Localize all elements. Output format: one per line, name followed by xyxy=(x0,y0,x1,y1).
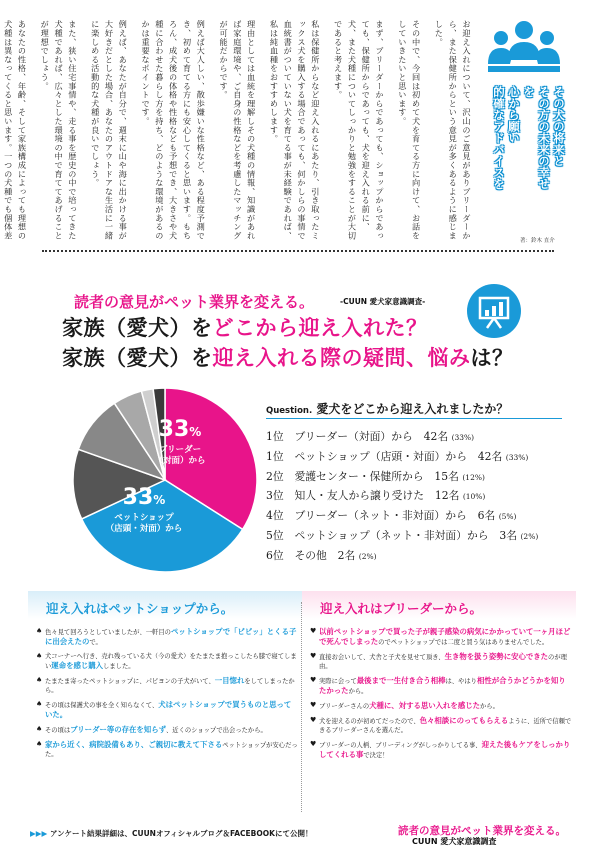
signature-sub: CUUN 愛犬家意識調査 xyxy=(412,837,497,846)
rank: 1位 xyxy=(266,449,284,463)
comment-item: ♥ 以前ペットショップで買った子が親子感染の病気にかかっていて一ヶ月ほどで死んでしまったのでペットショップでは二度と買う気はありませんでした。 xyxy=(310,627,572,648)
rank: 1位 xyxy=(266,430,284,443)
question-text: 愛犬をどこから迎え入れましたか？ xyxy=(316,402,509,416)
question-heading xyxy=(266,400,508,417)
rank-text: その他 2名 xyxy=(294,548,356,562)
headline-where xyxy=(62,312,428,342)
footer-text: アンケート結果詳細は、CUUNオフィシャルブログ＆FACEBOOKにて公開！ xyxy=(49,829,313,838)
presentation-chart-icon xyxy=(467,284,521,338)
comment-item: ♥ 犬を迎えるのが初めてだったので、色々相談にのってもらえるように、近所で信頼できるブリーダーさんを選んだ。 xyxy=(310,716,572,736)
ranking-row xyxy=(266,468,566,488)
rank-pct: (2%) xyxy=(358,551,377,561)
sidebar-title-line: その方の未来の幸せを xyxy=(522,86,551,190)
shop-pct-label: 33% xyxy=(122,485,166,510)
arrows-icon: ▶▶▶ xyxy=(30,829,48,838)
article-paragraph: 例えば、あなたが自分で、週末に山や海に出かける事が大好きだとした場合、あなたのアウトドアな生活に一緒に楽しめる活動的な犬種が良いでしょう。 xyxy=(90,20,129,240)
ranking-row xyxy=(266,428,566,448)
rank: 2位 xyxy=(266,469,284,483)
rank-text: ブリーダー（ネット・非対面）から 6名 xyxy=(294,509,496,523)
rank-pct: (2%) xyxy=(520,531,539,541)
petshop-comment-list xyxy=(36,627,298,764)
comment-item: ♥ 実際に会って最後まで一生付き合う相棒は、やはり相性が合うかどうかを知りたかったから。 xyxy=(310,676,572,697)
rank: 3位 xyxy=(266,489,284,503)
article-body xyxy=(3,20,473,242)
comment-item: ♠ その頃は保護犬の事を全く知らなくて、犬はペットショップで買うものと思っていた。 xyxy=(36,700,298,721)
headline-part: 家族（愛犬）を xyxy=(62,346,213,370)
breeder-comment-list xyxy=(310,627,572,765)
rank-pct: (12%) xyxy=(462,472,485,482)
article-paragraph: 例えば大人しい、散歩嫌いな性格など、ある程度予測でき、初めて育てる方にも安心してくると思います。もちろん、成犬後の体格や性格なども予想でき、大きさや犬種に合わせた暮らし方を持ち、どのような環境があるのかは重要なポイントです。 xyxy=(141,20,207,240)
comment-item: ♠ 家から近く、病院設備もあり、ご親切に教えて下さるペットショップが安心だった。 xyxy=(36,740,298,760)
rank-text: 愛護センター・保健所から 15名 xyxy=(294,469,459,483)
ranking-list xyxy=(266,428,566,567)
rank-text: 知人・友人から譲り受けた 12名 xyxy=(294,489,460,503)
pie-chart xyxy=(60,380,280,580)
article-paragraph: また、狭い住宅事情や、走る事を歴史の中で培ってきた犬種であれば、広々とした環境の中で育ててあげることが理想でしょう。 xyxy=(40,20,78,240)
people-group-icon xyxy=(484,18,564,76)
question-underline xyxy=(266,418,562,419)
headline-part: 家族（愛犬）を xyxy=(62,316,213,340)
comment-item: ♥ 直接お会いして、犬舎と子犬を見せて頂き、生き物を扱う姿勢に安心できたのが理由。 xyxy=(310,652,572,672)
signature-title: 読者の意見がペット業界を変える。 xyxy=(398,825,566,837)
rank-text: ブリーダー（対面）から 42名 xyxy=(294,430,449,443)
rank-pct: (33%) xyxy=(451,433,475,442)
comment-item: ♥ ブリーダーさんの犬種に、対する思い入れを感じたから。 xyxy=(310,701,572,711)
sidebar-title-line: 的確なアドバイスを xyxy=(492,86,506,190)
rank-text: ペットショップ（ネット・非対面）から 3名 xyxy=(294,528,518,542)
shop-name-label: ペットショップ xyxy=(114,513,174,523)
comment-item: ♠ たまたま寄ったペットショップに、パピヨンの子犬がいて、一目惚れをしてしまったから。 xyxy=(36,676,298,696)
article-paragraph: まず、ブリーダーからであっても、ショップからであっても、保健所からであっても、犬を迎え入れる前に、犬、また犬種についてしっかりと勉強をすることが大切であると考えます。 xyxy=(333,20,386,240)
rank: 6位 xyxy=(266,548,284,562)
author-credit: 著：鈴木 直介 xyxy=(520,238,555,244)
voice-title: 読者の意見がペット業界を変える。 xyxy=(74,293,315,311)
rank-pct: (33%) xyxy=(505,452,529,462)
breeder-name-label: ブリーダー xyxy=(158,445,202,455)
rank-text: ペットショップ（店頭・対面）から 42名 xyxy=(294,449,503,463)
petshop-comments-box xyxy=(28,591,302,817)
article-paragraph: 理由としては血統を理解しその犬種の情報、知識があれば家庭環境や、ご自身の性格などを考慮したマッチングが可能だからです。 xyxy=(219,20,257,240)
comment-item: ♠ その頃はブリーダー等の存在を知らず、近くのショップで出会ったから。 xyxy=(36,725,298,735)
comment-item: ♠ 色々見て回ろうとしていましたが、一軒目のペットショップで「ビビッ」とくる子に出会えたので。 xyxy=(36,627,298,648)
ranking-row xyxy=(266,487,566,507)
headline-highlight: どこから迎え入れた？ xyxy=(212,316,428,340)
rank: 4位 xyxy=(266,509,284,523)
breeder-comments-box xyxy=(302,591,576,817)
petshop-box-title: 迎え入れはペットショップから。 xyxy=(28,591,302,619)
rank: 5位 xyxy=(266,528,284,542)
ranking-row xyxy=(266,507,566,527)
voice-subtitle: -CUUN 愛犬家意識調査- xyxy=(340,297,426,306)
headline-part: は？ xyxy=(470,346,514,370)
sidebar-title xyxy=(492,86,566,196)
breeder-pct-label: 33% xyxy=(158,417,202,442)
article-paragraph: あなたの性格、年齢、そして家族構成によっても理想の犬種は異なってくると思います。一つの犬種でも個体差 xyxy=(3,20,28,240)
ranking-row xyxy=(266,527,566,547)
section-divider xyxy=(42,250,554,252)
breeder-sub-label: （対面）から xyxy=(154,456,206,466)
rank-pct: (5%) xyxy=(498,512,517,522)
article-paragraph: 私は保健所からなど迎え入れるにあたり、引き取ったミックス犬を購入する場合であっても、何かしらの事情で血統書がついていない犬を育てる事が未経験であれば、私は純血種をおすすめします。 xyxy=(269,20,321,240)
breeder-box-title: 迎え入れはブリーダーから。 xyxy=(302,591,576,619)
sidebar-title-line: その犬の将来と xyxy=(552,86,566,167)
ranking-row xyxy=(266,547,566,567)
question-label: Question. xyxy=(266,406,313,416)
ranking-row xyxy=(266,448,566,468)
article-paragraph: お迎え入れについて、沢山のご意見がありブリーダーから、また保健所からという意見が多くあるように感じました。 xyxy=(434,20,472,240)
rank-pct: (10%) xyxy=(462,492,486,502)
headline-questions xyxy=(62,342,514,372)
sidebar-title-line: 心から願い xyxy=(507,86,521,144)
headline-highlight: 迎え入れる際の疑問、悩み xyxy=(212,346,471,370)
comment-item: ♥ ブリーダーの人柄、ブリーディングがしっかりしてる事、迎えた後もケアをしっかりしてくれる事で決定！ xyxy=(310,740,572,761)
shop-sub-label: （店頭・対面）から xyxy=(105,524,183,534)
footer-note xyxy=(30,828,312,839)
comment-item: ♠ 犬コーナーへ行き、売れ残っている犬（今の愛犬）をたまたま抱っこしたら膝で寝てしまい運命を感じ購入しました。 xyxy=(36,652,298,672)
article-paragraph: その中で、今回は初めて犬を育てる方に向けて、お話をしていきたいと思います。 xyxy=(397,20,422,240)
